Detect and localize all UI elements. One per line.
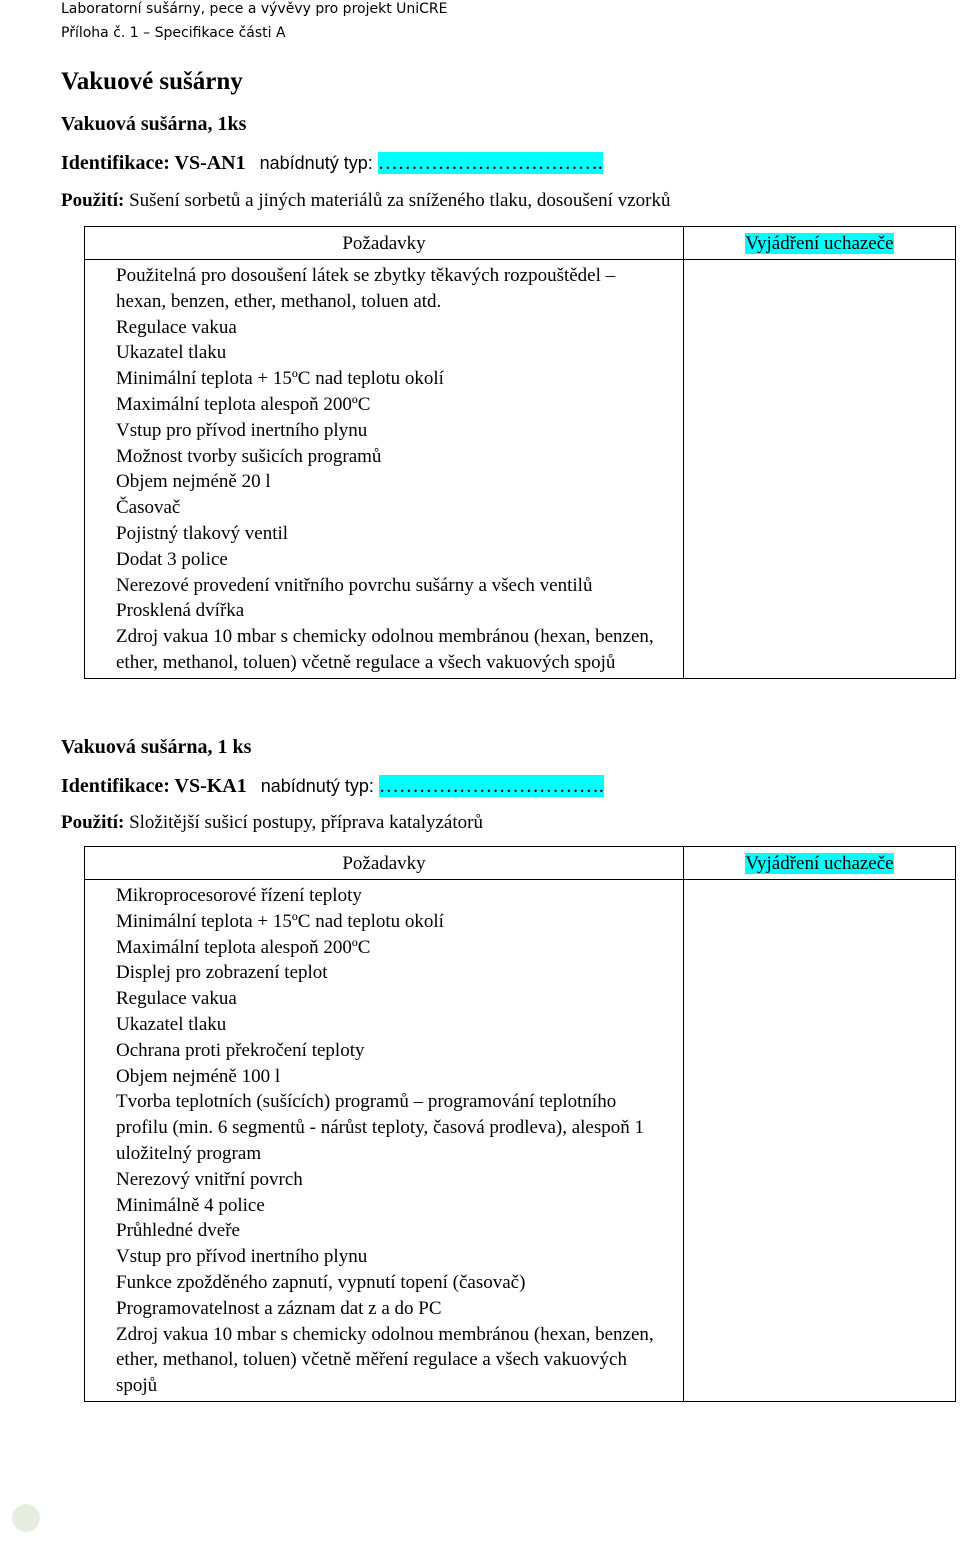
section1-subtitle: Vakuová sušárna, 1ks bbox=[61, 113, 247, 135]
section1-offered-label: nabídnutý typ: bbox=[259, 153, 373, 173]
list-item: Ukazatel tlaku bbox=[116, 1013, 227, 1035]
section1-col-requirements: Požadavky bbox=[85, 227, 684, 260]
page-title: Vakuové sušárny bbox=[61, 68, 243, 95]
list-item: Vstup pro přívod inertního plynu bbox=[116, 419, 368, 441]
list-item: Dodat 3 police bbox=[116, 548, 228, 570]
section1-ident-label: Identifikace: VS-AN1 bbox=[61, 152, 246, 174]
list-item: Objem nejméně 20 l bbox=[116, 471, 271, 493]
section1-col-response: Vyjádření uchazeče bbox=[684, 227, 956, 260]
section2-ident-label: Identifikace: VS-KA1 bbox=[61, 775, 247, 797]
list-item: Ochrana proti překročení teploty bbox=[116, 1039, 365, 1061]
document-header-annex: Příloha č. 1 – Specifikace části A bbox=[61, 25, 286, 41]
section2-usage-text: Složitější sušicí postupy, příprava katalyzátorů bbox=[129, 812, 483, 833]
list-item: Použitelná pro dosoušení látek se zbytky těkavých rozpouštědel – hexan, benzen, ether, methanol, toluen atd. bbox=[116, 265, 616, 312]
list-item: Funkce zpožděného zapnutí, vypnutí topení (časovač) bbox=[116, 1271, 526, 1293]
section2-response-cell[interactable] bbox=[684, 880, 956, 1402]
section2-col-response: Vyjádření uchazeče bbox=[684, 847, 956, 880]
list-item: Nerezový vnitřní povrch bbox=[116, 1168, 303, 1190]
list-item: Displej pro zobrazení teplot bbox=[116, 962, 328, 984]
digital-signature-stamp bbox=[2, 1504, 62, 1540]
list-item: Ukazatel tlaku bbox=[116, 342, 227, 364]
list-item: Mikroprocesorové řízení teploty bbox=[116, 885, 362, 906]
section1-items-cell bbox=[85, 260, 684, 679]
section2-offered-value[interactable]: ……………………………. bbox=[378, 775, 604, 797]
list-item: Programovatelnost a záznam dat z a do PC bbox=[116, 1297, 442, 1319]
list-item: Zdroj vakua 10 mbar s chemicky odolnou membránou (hexan, benzen, ether, methanol, toluen) včetně měření regulace a všech vakuových spojů bbox=[116, 1323, 654, 1397]
list-item: Vstup pro přívod inertního plynu bbox=[116, 1246, 368, 1268]
section1-usage-text: Sušení sorbetů a jiných materiálů za sníženého tlaku, dosoušení vzorků bbox=[129, 190, 671, 211]
section2-offered-label: nabídnutý typ: bbox=[260, 776, 374, 796]
section1-usage-label: Použití: bbox=[61, 190, 125, 211]
list-item: Průhledné dveře bbox=[116, 1220, 240, 1242]
list-item: Regulace vakua bbox=[116, 316, 237, 338]
section2-col-requirements: Požadavky bbox=[85, 847, 684, 880]
section2-items-cell bbox=[85, 880, 684, 1402]
list-item: Minimální teplota + 15ºC nad teplotu okolí bbox=[116, 910, 444, 932]
list-item: Minimálně 4 police bbox=[116, 1194, 265, 1216]
list-item: Maximální teplota alespoň 200ºC bbox=[116, 936, 371, 958]
list-item: Pojistný tlakový ventil bbox=[116, 522, 289, 544]
section2-identification bbox=[61, 775, 604, 798]
section1-usage bbox=[61, 190, 670, 212]
list-item: Tvorba teplotních (sušících) programů – programování teplotního profilu (min. 6 segmentů - nárůst teploty, časová prodleva), alespoň 1 uložitelný program bbox=[116, 1091, 644, 1164]
section2-usage-label: Použití: bbox=[61, 812, 125, 833]
section1-requirements-table bbox=[84, 226, 956, 679]
list-item: Prosklená dvířka bbox=[116, 600, 245, 622]
section2-requirements-table bbox=[84, 846, 956, 1402]
list-item: Objem nejméně 100 l bbox=[116, 1065, 281, 1087]
list-item: Minimální teplota + 15ºC nad teplotu okolí bbox=[116, 368, 444, 390]
section1-identification bbox=[61, 152, 603, 175]
document-header-title: Laboratorní sušárny, pece a vývěvy pro projekt UniCRE bbox=[61, 1, 448, 17]
list-item: Zdroj vakua 10 mbar s chemicky odolnou membránou (hexan, benzen, ether, methanol, toluen) včetně regulace a všech vakuových spojů bbox=[116, 626, 654, 673]
signature-seal-icon bbox=[12, 1504, 40, 1532]
list-item: Možnost tvorby sušicích programů bbox=[116, 445, 382, 467]
section1-response-cell[interactable] bbox=[684, 260, 956, 679]
list-item: Regulace vakua bbox=[116, 988, 237, 1010]
list-item: Nerezové provedení vnitřního povrchu sušárny a všech ventilů bbox=[116, 574, 593, 596]
section1-offered-value[interactable]: ……………………………. bbox=[377, 152, 603, 174]
list-item: Maximální teplota alespoň 200ºC bbox=[116, 393, 371, 415]
section2-subtitle: Vakuová sušárna, 1 ks bbox=[61, 736, 252, 758]
list-item: Časovač bbox=[116, 497, 181, 519]
section2-usage bbox=[61, 812, 483, 834]
